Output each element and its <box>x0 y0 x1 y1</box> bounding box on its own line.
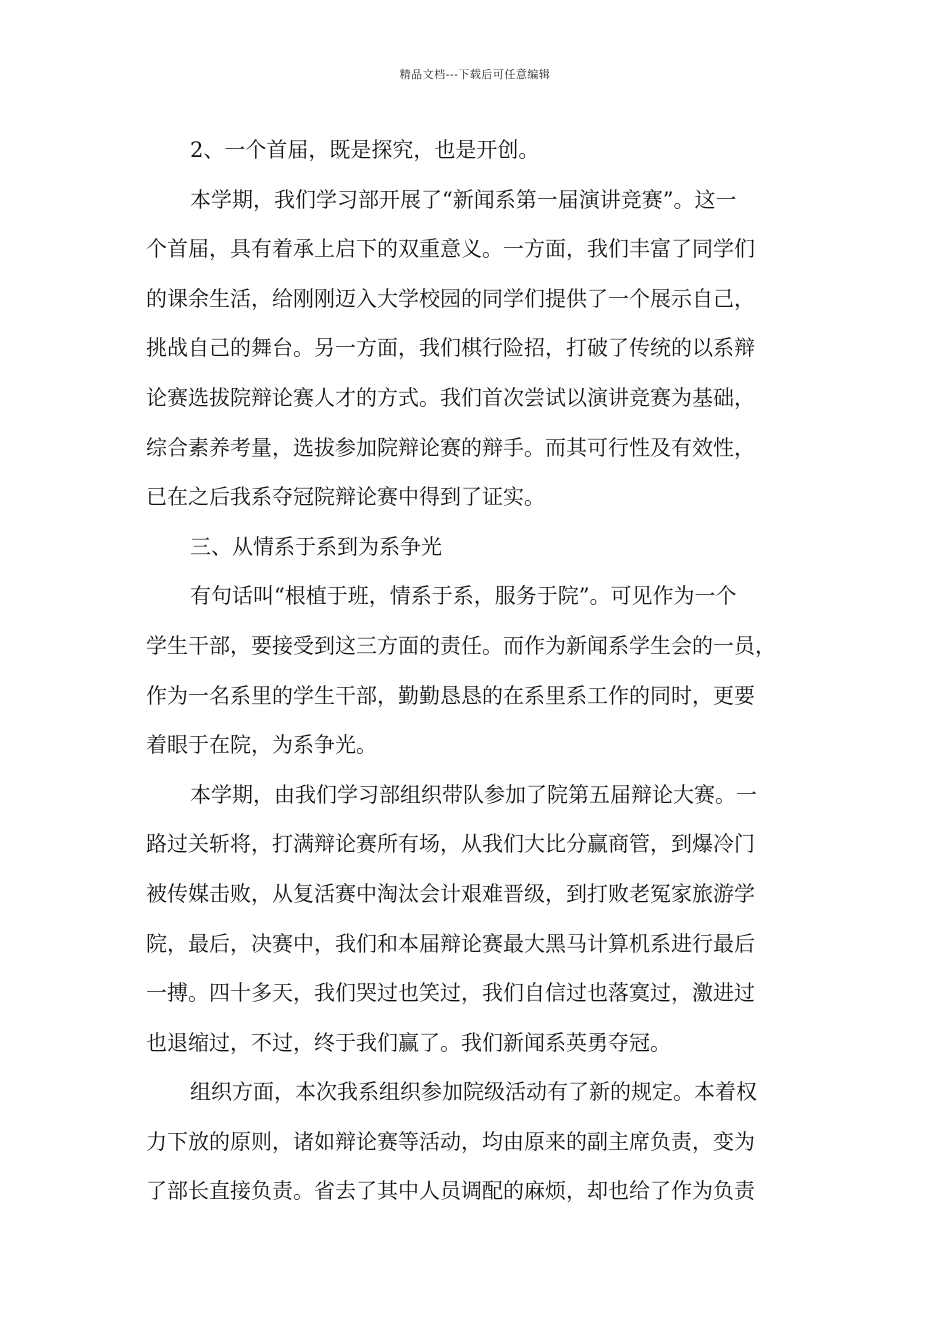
paragraph-line: 院，最后，决赛中，我们和本届辩论赛最大黑马计算机系进行最后 <box>146 931 755 956</box>
paragraph-line: 被传媒击败，从复活赛中淘汰会计艰难晋级，到打败老冤家旅游学 <box>146 881 755 906</box>
paragraph-line: 个首届，具有着承上启下的双重意义。一方面，我们丰富了同学们 <box>146 237 755 262</box>
paragraph-line: 组织方面，本次我系组织参加院级活动有了新的规定。本着权 <box>190 1080 757 1105</box>
paragraph-line: 有句话叫“根植于班，情系于系，服务于院”。可见作为一个 <box>190 584 737 609</box>
paragraph-line: 综合素养考量，选拔参加院辩论赛的辩手。而其可行性及有效性， <box>146 435 755 460</box>
paragraph-line: 论赛选拔院辩论赛人才的方式。我们首次尝试以演讲竞赛为基础， <box>146 385 755 410</box>
page-header: 精品文档---下载后可任意编辑 <box>399 68 551 81</box>
document-body <box>146 126 810 1217</box>
paragraph-line: 一搏。四十多天，我们哭过也笑过，我们自信过也落寞过，激进过 <box>146 981 755 1006</box>
section-heading: 2、一个首届，既是探究，也是开创。 <box>190 138 540 162</box>
paragraph-line: 也退缩过，不过，终于我们赢了。我们新闻系英勇夺冠。 <box>146 1030 671 1055</box>
paragraph-line: 已在之后我系夺冠院辩论赛中得到了证实。 <box>146 485 545 510</box>
paragraph-line: 着眼于在院，为系争光。 <box>146 733 377 758</box>
paragraph-line: 学生干部，要接受到这三方面的责任。而作为新闻系学生会的一员， <box>146 633 776 658</box>
paragraph-line: 力下放的原则，诸如辩论赛等活动，均由原来的副主席负责，变为 <box>146 1129 755 1154</box>
paragraph-line: 了部长直接负责。省去了其中人员调配的麻烦，却也给了作为负责 <box>146 1179 755 1204</box>
paragraph-line: 本学期，我们学习部开展了“新闻系第一届演讲竞赛”。这一 <box>190 187 737 212</box>
paragraph-line: 挑战自己的舞台。另一方面，我们棋行险招，打破了传统的以系辩 <box>146 336 755 361</box>
section-heading: 三、从情系于系到为系争光 <box>190 534 442 559</box>
paragraph-line: 路过关斩将，打满辩论赛所有场，从我们大比分赢商管，到爆冷门 <box>146 832 755 857</box>
paragraph-line: 的课余生活，给刚刚迈入大学校园的同学们提供了一个展示自己， <box>146 286 755 311</box>
paragraph-line: 作为一名系里的学生干部，勤勤恳恳的在系里系工作的同时，更要 <box>146 683 755 708</box>
paragraph-line: 本学期，由我们学习部组织带队参加了院第五届辩论大赛。一 <box>190 782 757 807</box>
